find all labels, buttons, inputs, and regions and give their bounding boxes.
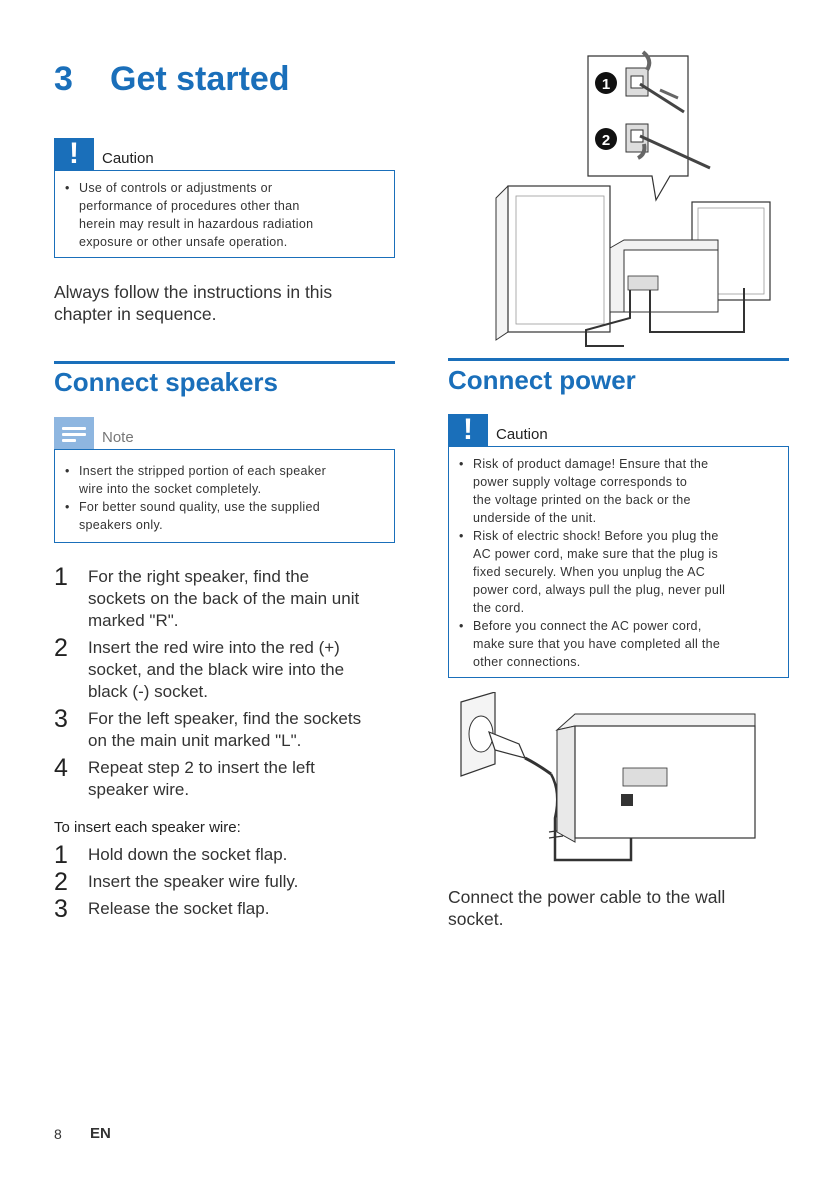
caution-label: Caution bbox=[496, 426, 548, 443]
step-line: marked "R". bbox=[88, 611, 179, 630]
step-line: black (-) socket. bbox=[88, 682, 208, 701]
instruction-line: socket. bbox=[448, 909, 504, 929]
power-plug-icon bbox=[489, 732, 551, 774]
ac-input-socket bbox=[621, 794, 633, 806]
step-number: 4 bbox=[54, 754, 68, 782]
caution-box bbox=[54, 170, 395, 258]
substep-text: Insert the speaker wire fully. bbox=[88, 872, 299, 891]
substep-number: 3 bbox=[54, 895, 68, 923]
substeps bbox=[54, 841, 299, 925]
caution-line: underside of the unit. bbox=[473, 511, 597, 525]
caution-line: performance of procedures other than bbox=[79, 199, 300, 213]
section-title-speakers: Connect speakers bbox=[54, 367, 278, 397]
substep-item bbox=[54, 895, 298, 923]
step-text bbox=[88, 708, 361, 752]
intro-line: Always follow the instructions in this bbox=[54, 282, 333, 302]
step-number: 2 bbox=[54, 634, 68, 662]
chapter-title bbox=[54, 60, 290, 99]
step-line: speaker wire. bbox=[88, 780, 190, 799]
substep-text: Hold down the socket flap. bbox=[88, 845, 288, 864]
substep-text: Release the socket flap. bbox=[88, 899, 270, 918]
left-speaker bbox=[496, 186, 610, 340]
step-line: Repeat step 2 to insert the left bbox=[88, 758, 315, 777]
caution-item bbox=[65, 179, 384, 251]
chapter-title-text: Get started bbox=[110, 60, 290, 98]
instruction-line: Connect the power cable to the wall bbox=[448, 887, 726, 907]
caution-line: power supply voltage corresponds to bbox=[473, 475, 688, 489]
step-line: For the left speaker, find the sockets bbox=[88, 709, 362, 728]
step-text bbox=[88, 757, 315, 801]
note-label: Note bbox=[102, 429, 134, 446]
note-item bbox=[65, 498, 384, 534]
substep-item bbox=[54, 841, 298, 869]
caution-line: exposure or other unsafe operation. bbox=[79, 235, 288, 249]
caution-line: • Risk of electric shock! Before you plug the bbox=[473, 529, 719, 543]
speaker-sockets bbox=[628, 276, 658, 290]
step-item bbox=[54, 754, 361, 801]
exclamation-icon: ! bbox=[54, 138, 94, 170]
note-item bbox=[65, 462, 384, 498]
intro-text bbox=[54, 281, 332, 325]
note-line: • Insert the stripped portion of each speaker bbox=[79, 464, 327, 478]
caution-line: power cord, always pull the plug, never pull bbox=[473, 583, 726, 597]
exclamation-icon: ! bbox=[448, 414, 488, 446]
section-rule bbox=[448, 358, 789, 361]
substep-item bbox=[54, 868, 299, 896]
caution-line: • Use of controls or adjustments or bbox=[79, 181, 273, 195]
caution-line: • Risk of product damage! Ensure that the bbox=[473, 457, 709, 471]
intro-line: chapter in sequence. bbox=[54, 304, 217, 324]
caution-box bbox=[448, 446, 789, 678]
note-line: • For better sound quality, use the supplied bbox=[79, 500, 320, 514]
caution-line: herein may result in hazardous radiation bbox=[79, 217, 314, 231]
step-line: For the right speaker, find the bbox=[88, 567, 310, 586]
power-connection-illustration bbox=[455, 692, 775, 870]
step-text bbox=[88, 566, 359, 632]
note-icon bbox=[54, 417, 94, 449]
step-item bbox=[54, 563, 361, 632]
substep-number: 1 bbox=[54, 841, 68, 869]
note-line: speakers only. bbox=[79, 518, 163, 532]
speaker-steps bbox=[54, 563, 362, 806]
power-instruction bbox=[448, 886, 725, 930]
callout-1-label: 1 bbox=[601, 76, 611, 93]
main-unit bbox=[610, 240, 718, 312]
step-text bbox=[88, 637, 344, 703]
caution-item bbox=[459, 455, 778, 527]
caution-line: fixed securely. When you unplug the AC bbox=[473, 565, 706, 579]
caution-line: the voltage printed on the back or the bbox=[473, 493, 691, 507]
caution-header bbox=[54, 138, 395, 170]
substep-number: 2 bbox=[54, 868, 68, 896]
substeps-heading: To insert each speaker wire: bbox=[54, 819, 241, 836]
main-unit-rear bbox=[557, 714, 755, 842]
note-box bbox=[54, 449, 395, 543]
step-line: sockets on the back of the main unit bbox=[88, 589, 360, 608]
step-item bbox=[54, 634, 361, 703]
step-line: Insert the red wire into the red (+) bbox=[88, 638, 340, 657]
step-number: 1 bbox=[54, 563, 68, 591]
caution-header bbox=[448, 414, 789, 446]
speaker-sockets bbox=[623, 768, 667, 786]
caution-block-top bbox=[54, 138, 395, 258]
caution-line: • Before you connect the AC power cord, bbox=[473, 619, 702, 633]
callout-2-label: 2 bbox=[601, 132, 611, 149]
chapter-number: 3 bbox=[54, 60, 73, 98]
note-line: wire into the socket completely. bbox=[79, 482, 262, 496]
page-number: 8 bbox=[54, 1126, 62, 1142]
caution-line: AC power cord, make sure that the plug is bbox=[473, 547, 719, 561]
step-item bbox=[54, 705, 362, 752]
step-number: 3 bbox=[54, 705, 68, 733]
note-block bbox=[54, 417, 395, 543]
caution-item bbox=[459, 527, 778, 617]
speaker-connection-illustration bbox=[478, 50, 778, 355]
caution-item bbox=[459, 617, 778, 671]
caution-label: Caution bbox=[102, 150, 154, 167]
caution-line: other connections. bbox=[473, 655, 581, 669]
caution-block-power bbox=[448, 414, 789, 678]
step-line: socket, and the black wire into the bbox=[88, 660, 345, 679]
step-line: on the main unit marked "L". bbox=[88, 731, 302, 750]
section-rule bbox=[54, 361, 395, 364]
note-header bbox=[54, 417, 395, 449]
caution-line: the cord. bbox=[473, 601, 525, 615]
language-code: EN bbox=[90, 1125, 111, 1142]
section-title-power: Connect power bbox=[448, 365, 636, 395]
caution-line: make sure that you have completed all the bbox=[473, 637, 721, 651]
